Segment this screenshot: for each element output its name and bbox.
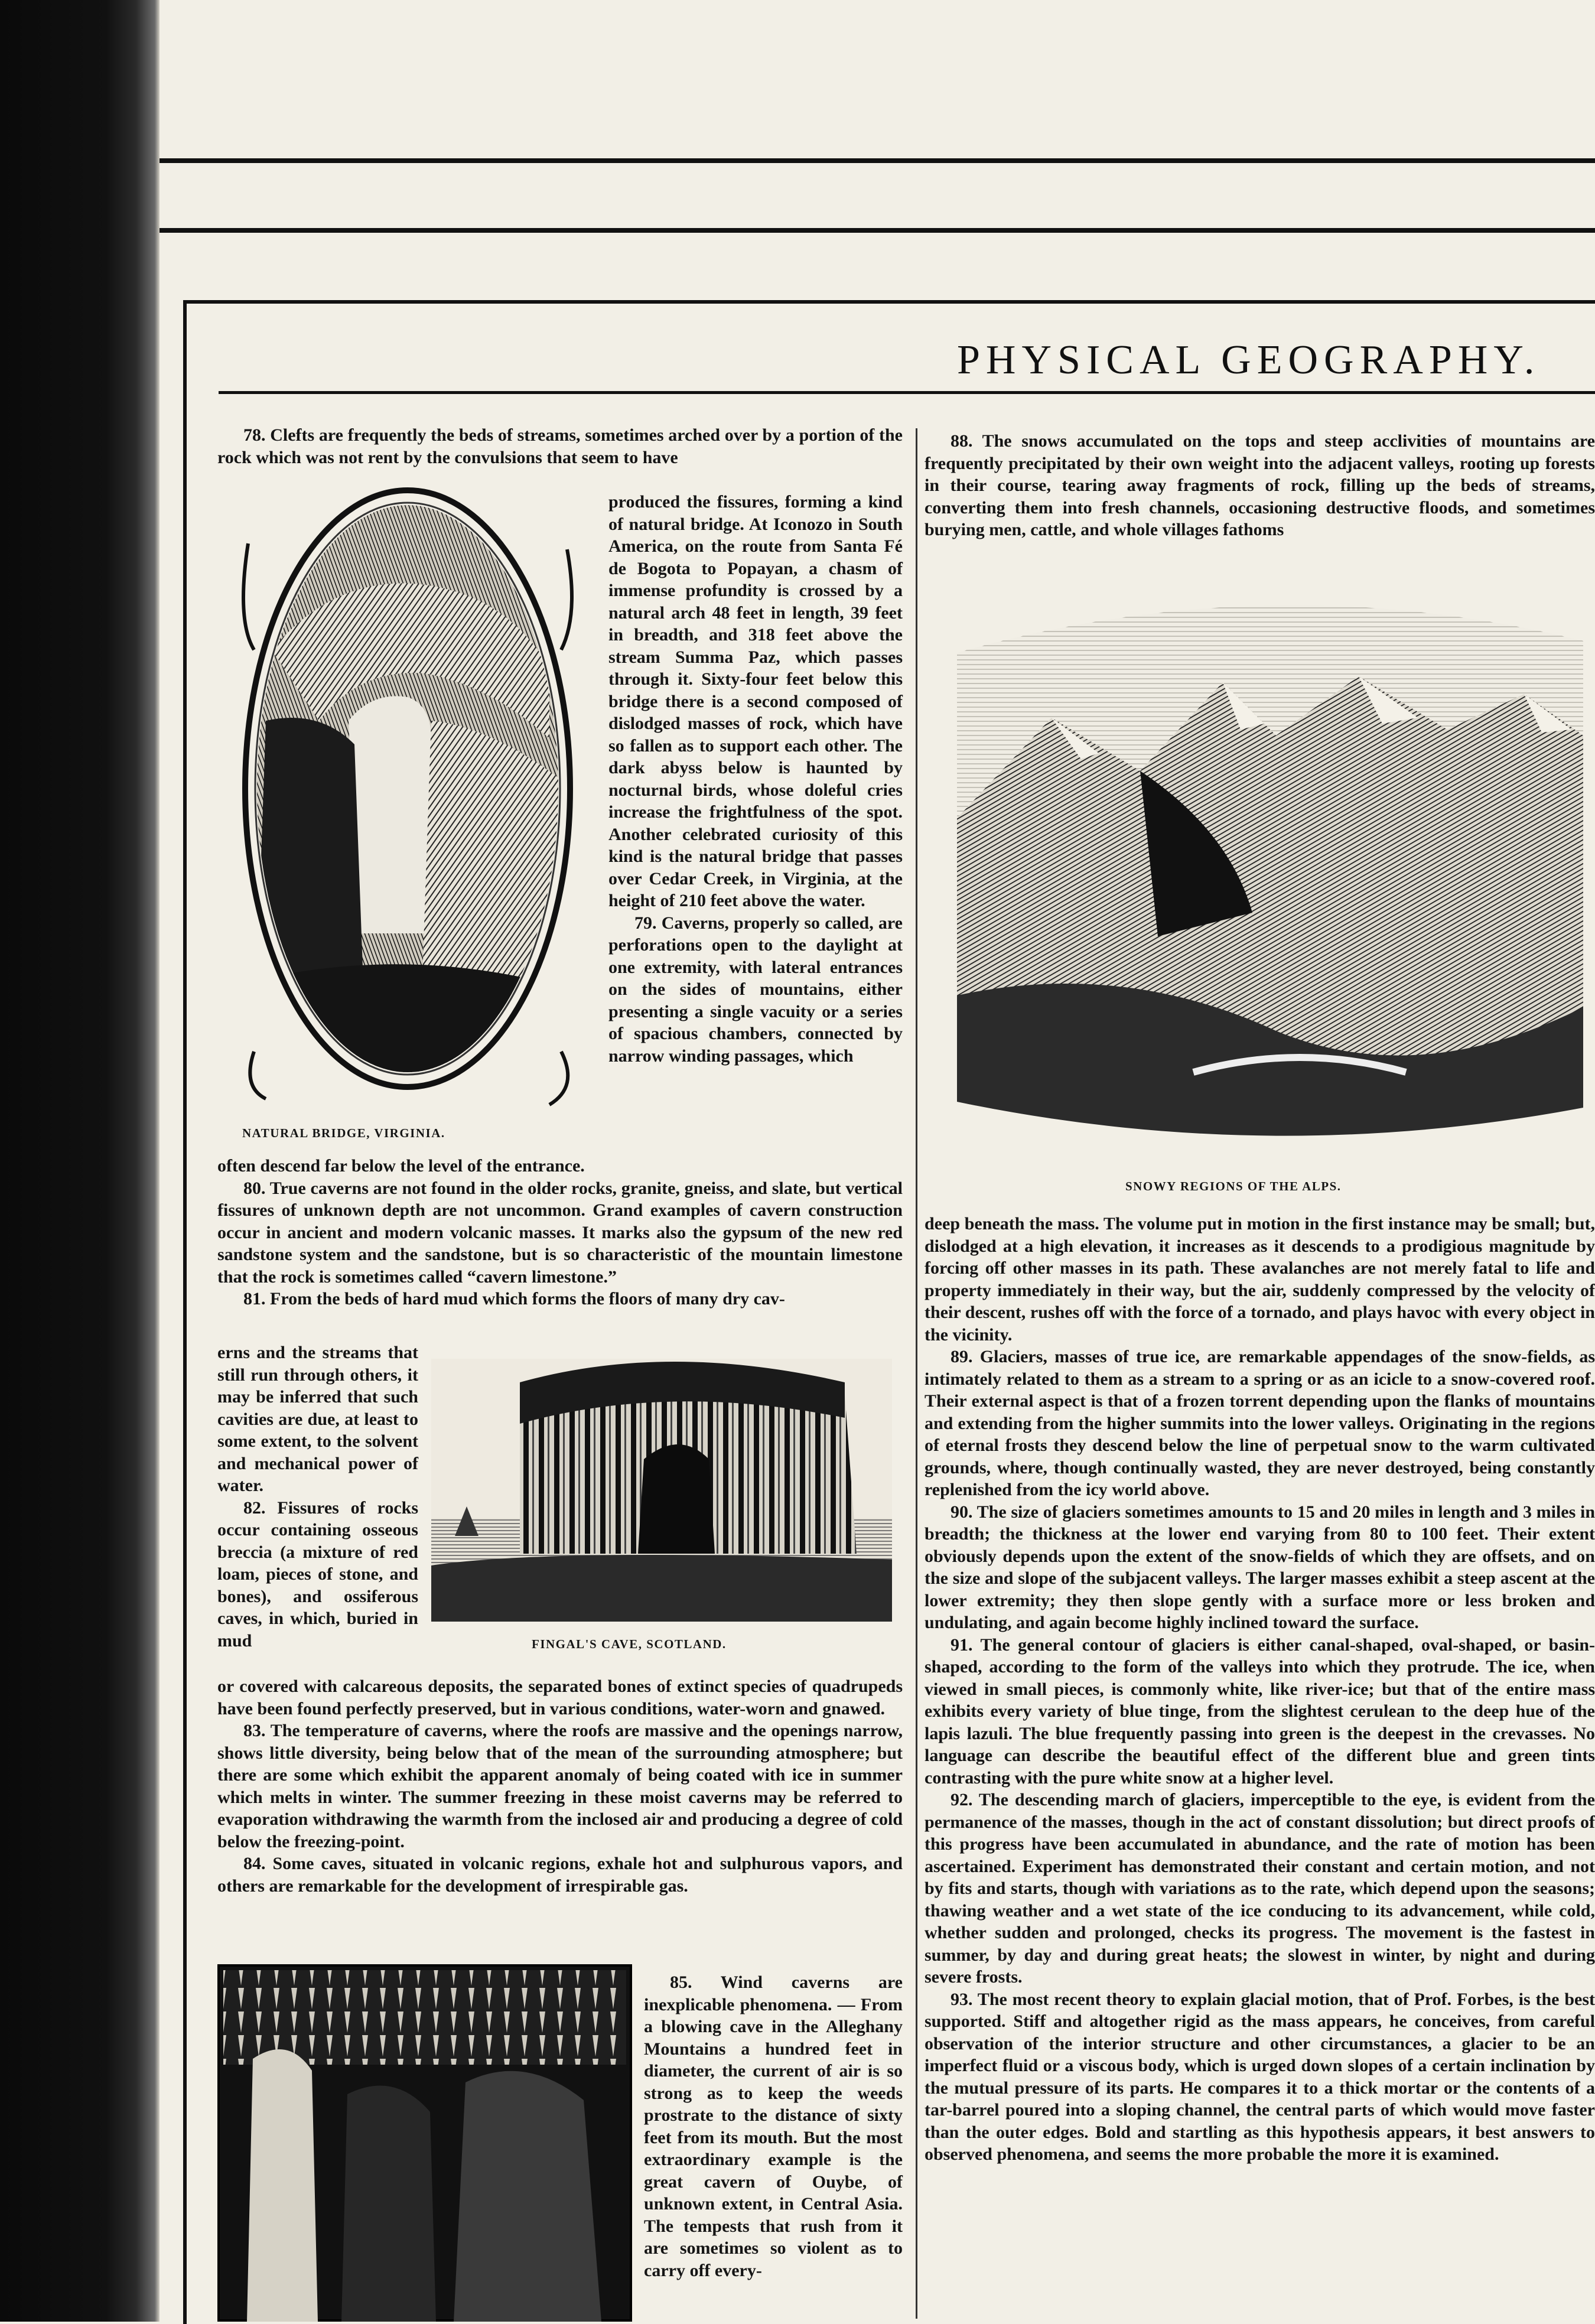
caption-snowy-alps: SNOWY REGIONS OF THE ALPS. [1125, 1179, 1342, 1193]
paragraphs-82-84: or covered with calcareous deposits, the separated bones of extinct species of quadrupeds have been found perfectly preserved, but in various conditions, water-worn and gnawed. 83. The temperature of caverns, where the roofs are massive and the openings narrow, shows little diversity, being below that of the mean of the surrounding atmosphere; but there are some which exhibit the apparent anomaly of being coated with ice in summer which melts in winter. The summer freezing in these moist caverns may be referred to evaporation withdrawing the warmth from the inclosed air and producing a degree of cold below the freezing-point. 84. Some caves, situated in volcanic regions, exhale hot and sulphurous vapors, and others are remarkable for the development of irrespirable gas. [217, 1677, 903, 1896]
natural-bridge-engraving [230, 473, 585, 1117]
top-rule [160, 158, 1595, 163]
page-title: PHYSICAL GEOGRAPHY. [957, 337, 1541, 383]
column-rule [916, 428, 917, 2319]
paragraph-78-wrap: produced the fissures, forming a kind of natural bridge. At Iconozo in South America, on the route from Santa Fé de Bogota to Popayan, a chasm of immense profundity is crossed by a natural arch 48 feet in length, 39 feet in breadth, and 318 feet above the stream Summa Paz, which passes through it. Sixty-four feet below this bridge there is a second composed of dislodged masses of rock, which have so fallen as to support each other. The dark abyss below is haunted by nocturnal birds, whose doleful cries increase the frightfulness of the spot. Another celebrated curiosity of this kind is the natural bridge that passes over Cedar Creek, in Virginia, at the height of 210 feet above the water. 79. Caverns, properly so called, are perforations open to the daylight at one extremity, with lateral entrances on the sides of mountains, either presenting a single vacuity or a series of spacious chambers, connected by narrow winding passages, which [608, 492, 903, 1066]
paragraph-78-lead: 78. Clefts are frequently the beds of streams, sometimes arched over by a portion of the rock which was not rent by the convulsions that seem to have [217, 425, 903, 467]
paragraph-88-lead: 88. The snows accumulated on the tops and steep acclivities of mountains are frequently precipitated by their own weight into the adjacent valleys, rooting up forests in their course, tearing away fragments of rock, filling up the beds of streams, converting them into fresh channels, occasioning destructive floods, and sometimes burying men, cattle, and whole villages fathoms [925, 431, 1595, 539]
paragraphs-81-82-wrap: erns and the streams that still run through others, it may be inferred that such cavities are due, at least to some extent, to the solvent and mechanical power of water. 82. Fissures of rocks occur containing osseous breccia (a mixture of red loam, pieces of stone, and bones), and ossiferous caves, in which, buried in mud [217, 1343, 418, 1651]
paragraph-85: 85. Wind caverns are inexplicable phenomena. — From a blowing cave in the Alleghany Mountains a hundred feet in diameter, the current of air is so strong as to keep the weeds prostrate to the distance of sixty feet from its mouth. But the most extraordinary example is the great cavern of Ouybe, of unknown extent, in Central Asia. The tempests that rush from it are sometimes so violent as to carry off every- [644, 1973, 903, 2280]
wind-cavern-engraving [217, 1964, 632, 2322]
snowy-alps-engraving [945, 582, 1595, 1161]
fingals-cave-engraving [431, 1359, 892, 1622]
header-rule [219, 391, 1595, 394]
paragraphs-88-93: deep beneath the mass. The volume put in motion in the first instance may be small; but, dislodged at a high elevation, it increases as it descends to a prodigious magnitude by forcing off other masses in its path. These avalanches are not merely fatal to life and property immediately in their way, but the air, suddenly compressed by the velocity of their descent, rushes off with the force of a tornado, and plays havoc with every object in the vicinity. 89. Glaciers, masses of true ice, are remarkable appendages of the snow-fields, as intimately related to them as a stream to a spring or as an icicle to a snow-covered roof. Their external aspect is that of a frozen torrent depending upon the flanks of mountains and extending from the higher summits into the lower valleys. Originating in the regions of eternal frosts they descend below the line of perpetual snow to the warm cultivated grounds, where, though continually wasted, they are never destroyed, being constantly replenished from the icy world above. 90. The size of glaciers sometimes amounts to 15 and 20 miles in length and 3 miles in breadth; the thickness at the lower end varying from 80 to 100 feet. Their extent obviously depends upon the extent of the snow-fields of which they are offsets, and on the size and slope of the subjacent valleys. The larger masses exhibit a steep ascent at the lower extremity; they then slope gently with a surface more or less broken and undulating, and again become highly inclined toward the surface. 91. The general contour of glaciers is either canal-shaped, oval-shaped, or basin-shaped, according to the form of the valleys into which they protrude. The ice, when viewed in small pieces, is commonly white, like river-ice; but that of the entire mass exhibits every variety of blue tinge, from the slightest cerulean to the deep hue of the lapis lazuli. The blue frequently passing into green is the deepest in the crevasses. No language can describe the beautiful effect of the different blue and green tints contrasting with the pure white snow at a higher level. 92. The descending march of glaciers, imperceptible to the eye, is evident from the permanence of the masses, though in the act of constant dissolution; but direct proofs of this progress have been accumulated in abundance, and the rate of motion has been ascertained. Experiment has demonstrated their constant and certain motion, and not by fits and starts, though with variations as to the rate, which depend upon the seasons; thawing weather and a wet state of the ice conducing to its advancement, while cold, whether sudden and prolonged, checks its progress. The movement is the fastest in summer, by day and during great heats; the slowest in winter, by night and during severe frosts. 93. The most recent theory to explain glacial motion, that of Prof. Forbes, is the best supported. Stiff and altogether rigid as the mass appears, he conceives, from careful observation of the interior structure and other circumstances, a glacier to be an imperfect fluid or a viscous body, which is urged down slopes of a certain inclination by the mutual pressure of its parts. He compares it to a thick mortar or the contents of a tar-barrel poured into a sloping channel, the central parts of which would move faster than the outer edges. Bold and startling as this hypothesis appears, it best answers to observed phenomena, and seems the more probable the more it is examined. [925, 1214, 1595, 2164]
paragraphs-79-81: often descend far below the level of the entrance. 80. True caverns are not found in the older rocks, granite, gneiss, and slate, but vertical fissures of unknown depth are not uncommon. Grand examples of cavern construction occur in ancient and modern volcanic masses. It marks also the gypsum of the new red sandstone system and the sandstone, but is so characteristic of the mountain limestone that the rock is sometimes called “cavern limestone.” 81. From the beds of hard mud which forms the floors of many dry cav- [217, 1156, 903, 1309]
caption-natural-bridge: NATURAL BRIDGE, VIRGINIA. [242, 1126, 445, 1140]
book-binding-shadow [0, 0, 160, 2322]
caption-fingals-cave: FINGAL'S CAVE, SCOTLAND. [532, 1637, 727, 1651]
top-rule [160, 228, 1595, 233]
